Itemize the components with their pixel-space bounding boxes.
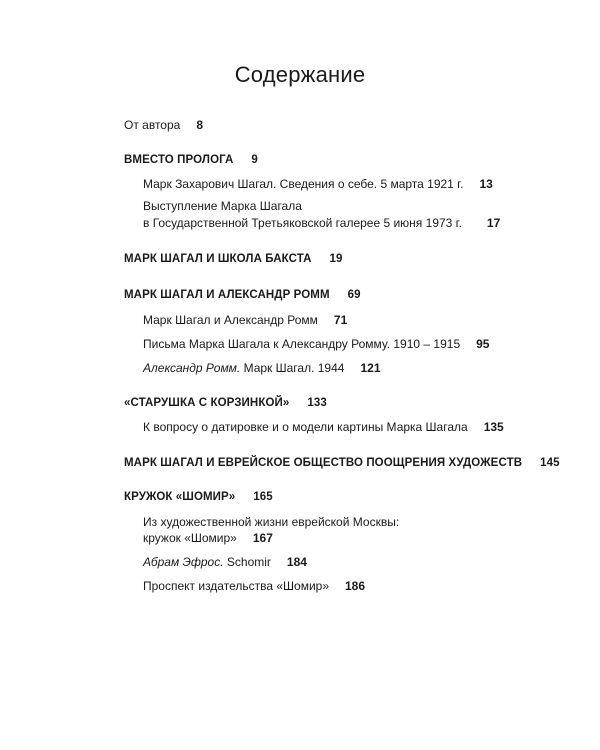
toc-entry-title: От автора: [124, 118, 181, 132]
toc-section-bakst[interactable]: [124, 252, 343, 266]
toc-section-title: «СТАРУШКА С КОРЗИНКОЙ»: [124, 397, 290, 409]
toc-page-number: 145: [540, 457, 560, 469]
toc-entry-speech-line2[interactable]: [143, 216, 500, 230]
toc-page-number: 135: [483, 420, 504, 434]
toc-page-number: 69: [347, 289, 361, 301]
toc-entry-speech-line1[interactable]: [143, 199, 302, 213]
toc-entry-title: Марк Захарович Шагал. Сведения о себе. 5 марта 1921 г.: [143, 177, 464, 191]
toc-page-number: 9: [251, 154, 258, 166]
toc-section-basket[interactable]: [124, 396, 327, 410]
toc-entry-romm-1944[interactable]: [143, 361, 381, 375]
toc-section-title: КРУЖОК «ШОМИР»: [124, 491, 236, 503]
toc-entry-title: Проспект издательства «Шомир»: [143, 579, 329, 593]
toc-page-number: 19: [329, 253, 343, 265]
page-title: Содержание: [234, 62, 366, 87]
toc-entry-from-author[interactable]: [124, 118, 203, 132]
toc-section-shomir[interactable]: [124, 490, 273, 504]
toc-entry-author: Александр Ромм.: [143, 361, 241, 375]
toc-page-number: 8: [196, 118, 204, 132]
toc-entry-biography[interactable]: [143, 177, 493, 191]
toc-entry-prospectus[interactable]: [143, 579, 365, 593]
toc-page-number: 184: [286, 555, 307, 569]
toc-entry-efros[interactable]: [143, 555, 307, 569]
toc-page-number: 167: [252, 531, 273, 545]
toc-page-number: 186: [345, 579, 366, 593]
toc-section-title: МАРК ШАГАЛ И ЕВРЕЙСКОЕ ОБЩЕСТВО ПООЩРЕНИЯ ХУДОЖЕСТВ: [124, 457, 523, 469]
toc-entry-title: Выступление Марка Шагала: [143, 199, 302, 213]
toc-entry-title: Schomir: [223, 555, 271, 569]
toc-entry-title: Письма Марка Шагала к Александру Ромму. 1910 – 1915: [143, 337, 461, 351]
toc-page-number: 71: [333, 313, 348, 327]
toc-entry-title: Из художественной жизни еврейской Москвы:: [143, 515, 400, 529]
toc-entry-dating[interactable]: [143, 420, 504, 434]
toc-entry-letters[interactable]: [143, 337, 489, 351]
toc-section-title: ВМЕСТО ПРОЛОГА: [124, 154, 234, 166]
toc-section-title: МАРК ШАГАЛ И АЛЕКСАНДР РОММ: [124, 289, 330, 301]
toc-entry-title: К вопросу о датировке и о модели картины Марка Шагала: [143, 420, 468, 434]
toc-entry-title: Марк Шагал и Александр Ромм: [143, 313, 318, 327]
toc-page-number: 13: [479, 177, 493, 191]
toc-entry-moscow-line2[interactable]: [143, 531, 273, 545]
toc-entry-romm-essay[interactable]: [143, 313, 347, 327]
toc-entry-title: в Государственной Третьяковской галерее 5 июня 1973 г.: [143, 216, 462, 230]
toc-section-society[interactable]: [124, 456, 560, 470]
toc-section-title: МАРК ШАГАЛ И ШКОЛА БАКСТА: [124, 253, 312, 265]
toc-section-romm[interactable]: [124, 288, 361, 302]
toc-section-prologue[interactable]: [124, 153, 258, 167]
toc-entry-title: Марк Шагал. 1944: [240, 361, 345, 375]
toc-page-number: 121: [360, 361, 381, 375]
toc-page-number: 133: [307, 397, 327, 409]
toc-entry-author: Абрам Эфрос.: [143, 555, 224, 569]
toc-page-number: 165: [253, 491, 273, 503]
toc-page-number: 17: [486, 216, 501, 230]
toc-entry-moscow-line1[interactable]: [143, 515, 399, 529]
toc-page-number: 95: [476, 337, 490, 351]
toc-entry-title: кружок «Шомир»: [143, 531, 237, 545]
